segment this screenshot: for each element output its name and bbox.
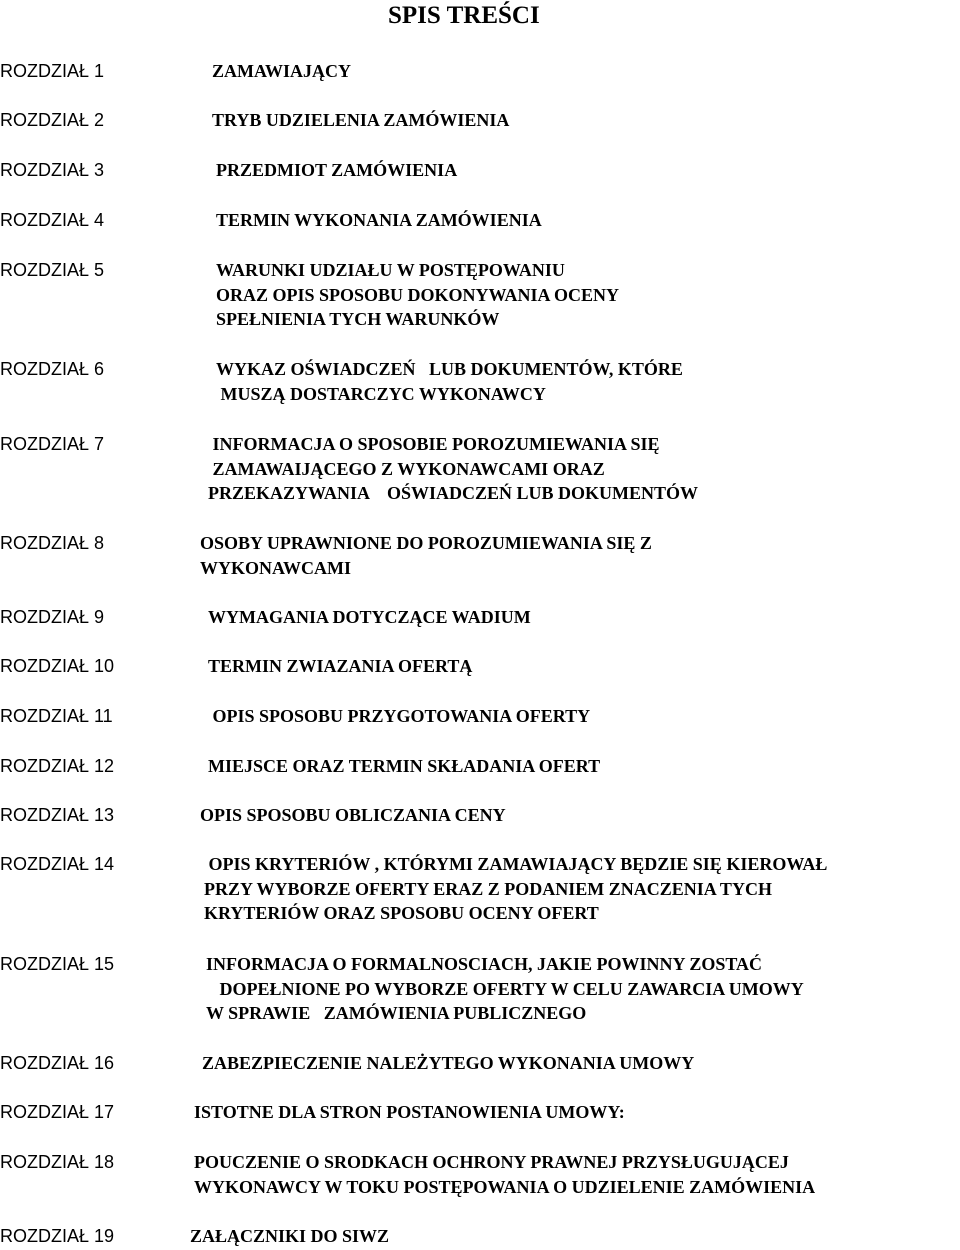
chapter-title <box>216 357 683 406</box>
chapter-title-line: MUSZĄ DOSTARCZYC WYKONAWCY <box>216 383 546 404</box>
chapter-title-line: ZAMAWIAJĄCY <box>212 61 351 81</box>
chapter-label: ROZDZIAŁ 9 <box>0 607 105 627</box>
chapter-label: ROZDZIAŁ 13 <box>0 805 115 825</box>
chapter-label: ROZDZIAŁ 14 <box>0 854 115 874</box>
chapter-title <box>216 258 619 332</box>
chapter-title-line: DOPEŁNIONE PO WYBORZE OFERTY W CELU ZAWARCIA UMOWY <box>206 978 804 999</box>
chapter-title <box>208 704 590 729</box>
chapter-title-line: KRYTERIÓW ORAZ SPOSOBU OCENY OFERT <box>204 903 599 923</box>
page-title: SPIS TREŚCI <box>388 2 540 29</box>
chapter-title-line: ISTOTNE DLA STRON POSTANOWIENIA UMOWY: <box>194 1102 625 1122</box>
chapter-label: ROZDZIAŁ 4 <box>0 210 105 230</box>
chapter-title-line: PRZY WYBORZE OFERTY ERAZ Z PODANIEM ZNACZENIA TYCH <box>204 878 772 899</box>
chapter-title-line: ZAMAWAIJĄCEGO Z WYKONAWCAMI ORAZ <box>208 458 605 479</box>
chapter-title-line: TRYB UDZIELENIA ZAMÓWIENIA <box>212 110 510 130</box>
chapter-label: ROZDZIAŁ 6 <box>0 359 105 379</box>
chapter-title <box>204 852 827 926</box>
chapter-title <box>208 654 472 679</box>
chapter-label: ROZDZIAŁ 15 <box>0 954 115 974</box>
chapter-label: ROZDZIAŁ 16 <box>0 1053 115 1073</box>
chapter-title <box>190 1224 389 1249</box>
chapter-label: ROZDZIAŁ 2 <box>0 110 105 130</box>
chapter-title <box>202 1051 694 1076</box>
chapter-label: ROZDZIAŁ 10 <box>0 656 115 676</box>
chapter-title-line: MIEJSCE ORAZ TERMIN SKŁADANIA OFERT <box>208 756 601 776</box>
chapter-title <box>194 1150 815 1199</box>
chapter-label: ROZDZIAŁ 7 <box>0 434 105 454</box>
chapter-title-line: ORAZ OPIS SPOSOBU DOKONYWANIA OCENY <box>216 284 620 305</box>
chapter-title-line: PRZEDMIOT ZAMÓWIENIA <box>216 160 458 180</box>
chapter-title <box>200 531 652 580</box>
chapter-title-line: TERMIN WYKONANIA ZAMÓWIENIA <box>216 210 542 230</box>
chapter-title <box>194 1100 625 1125</box>
chapter-title-line: INFORMACJA O SPOSOBIE POROZUMIEWANIA SIĘ <box>208 434 660 454</box>
chapter-title-line: ZABEZPIECZENIE NALEŻYTEGO WYKONANIA UMOWY <box>202 1053 695 1073</box>
chapter-label: ROZDZIAŁ 19 <box>0 1226 115 1246</box>
chapter-label: ROZDZIAŁ 11 <box>0 706 113 726</box>
chapter-title <box>212 59 351 84</box>
chapter-title-line: ZAŁĄCZNIKI DO SIWZ <box>190 1226 390 1246</box>
chapter-title-line: PRZEKAZYWANIA OŚWIADCZEŃ LUB DOKUMENTÓW <box>208 483 699 503</box>
chapter-title <box>212 108 509 133</box>
chapter-title-line: OSOBY UPRAWNIONE DO POROZUMIEWANIA SIĘ Z <box>200 533 652 553</box>
chapter-title <box>206 952 804 1026</box>
chapter-title-line: OPIS SPOSOBU OBLICZANIA CENY <box>200 805 506 825</box>
chapter-label: ROZDZIAŁ 3 <box>0 160 105 180</box>
chapter-title <box>200 803 506 828</box>
chapter-title-line: WYKONAWCAMI <box>200 557 351 578</box>
chapter-title-line: WARUNKI UDZIAŁU W POSTĘPOWANIU <box>216 260 565 280</box>
chapter-label: ROZDZIAŁ 1 <box>0 61 105 81</box>
chapter-label: ROZDZIAŁ 17 <box>0 1102 115 1122</box>
chapter-label: ROZDZIAŁ 5 <box>0 260 105 280</box>
chapter-title-line: WYKAZ OŚWIADCZEŃ LUB DOKUMENTÓW, KTÓRE <box>216 359 683 379</box>
chapter-title <box>216 158 457 183</box>
chapter-title-line: WYMAGANIA DOTYCZĄCE WADIUM <box>208 607 531 627</box>
chapter-title <box>208 754 600 779</box>
chapter-label: ROZDZIAŁ 18 <box>0 1152 115 1172</box>
chapter-title <box>208 605 531 630</box>
chapter-title-line: INFORMACJA O FORMALNOSCIACH, JAKIE POWINNY ZOSTAĆ <box>206 954 763 974</box>
chapter-label: ROZDZIAŁ 8 <box>0 533 105 553</box>
chapter-title-line: SPEŁNIENIA TYCH WARUNKÓW <box>216 309 500 329</box>
chapter-title-line: W SPRAWIE ZAMÓWIENIA PUBLICZNEGO <box>206 1003 587 1023</box>
chapter-title-line: WYKONAWCY W TOKU POSTĘPOWANIA O UDZIELENIE ZAMÓWIENIA <box>194 1176 816 1197</box>
chapter-title-line: POUCZENIE O SRODKACH OCHRONY PRAWNEJ PRZYSŁUGUJĄCEJ <box>194 1152 789 1172</box>
chapter-title <box>208 432 698 506</box>
chapter-title-line: OPIS SPOSOBU PRZYGOTOWANIA OFERTY <box>208 706 591 726</box>
chapter-label: ROZDZIAŁ 12 <box>0 756 115 776</box>
chapter-title-line: OPIS KRYTERIÓW , KTÓRYMI ZAMAWIAJĄCY BĘDZIE SIĘ KIEROWAŁ <box>204 854 828 874</box>
chapter-title-line: TERMIN ZWIAZANIA OFERTĄ <box>208 656 473 676</box>
chapter-title <box>216 208 542 233</box>
